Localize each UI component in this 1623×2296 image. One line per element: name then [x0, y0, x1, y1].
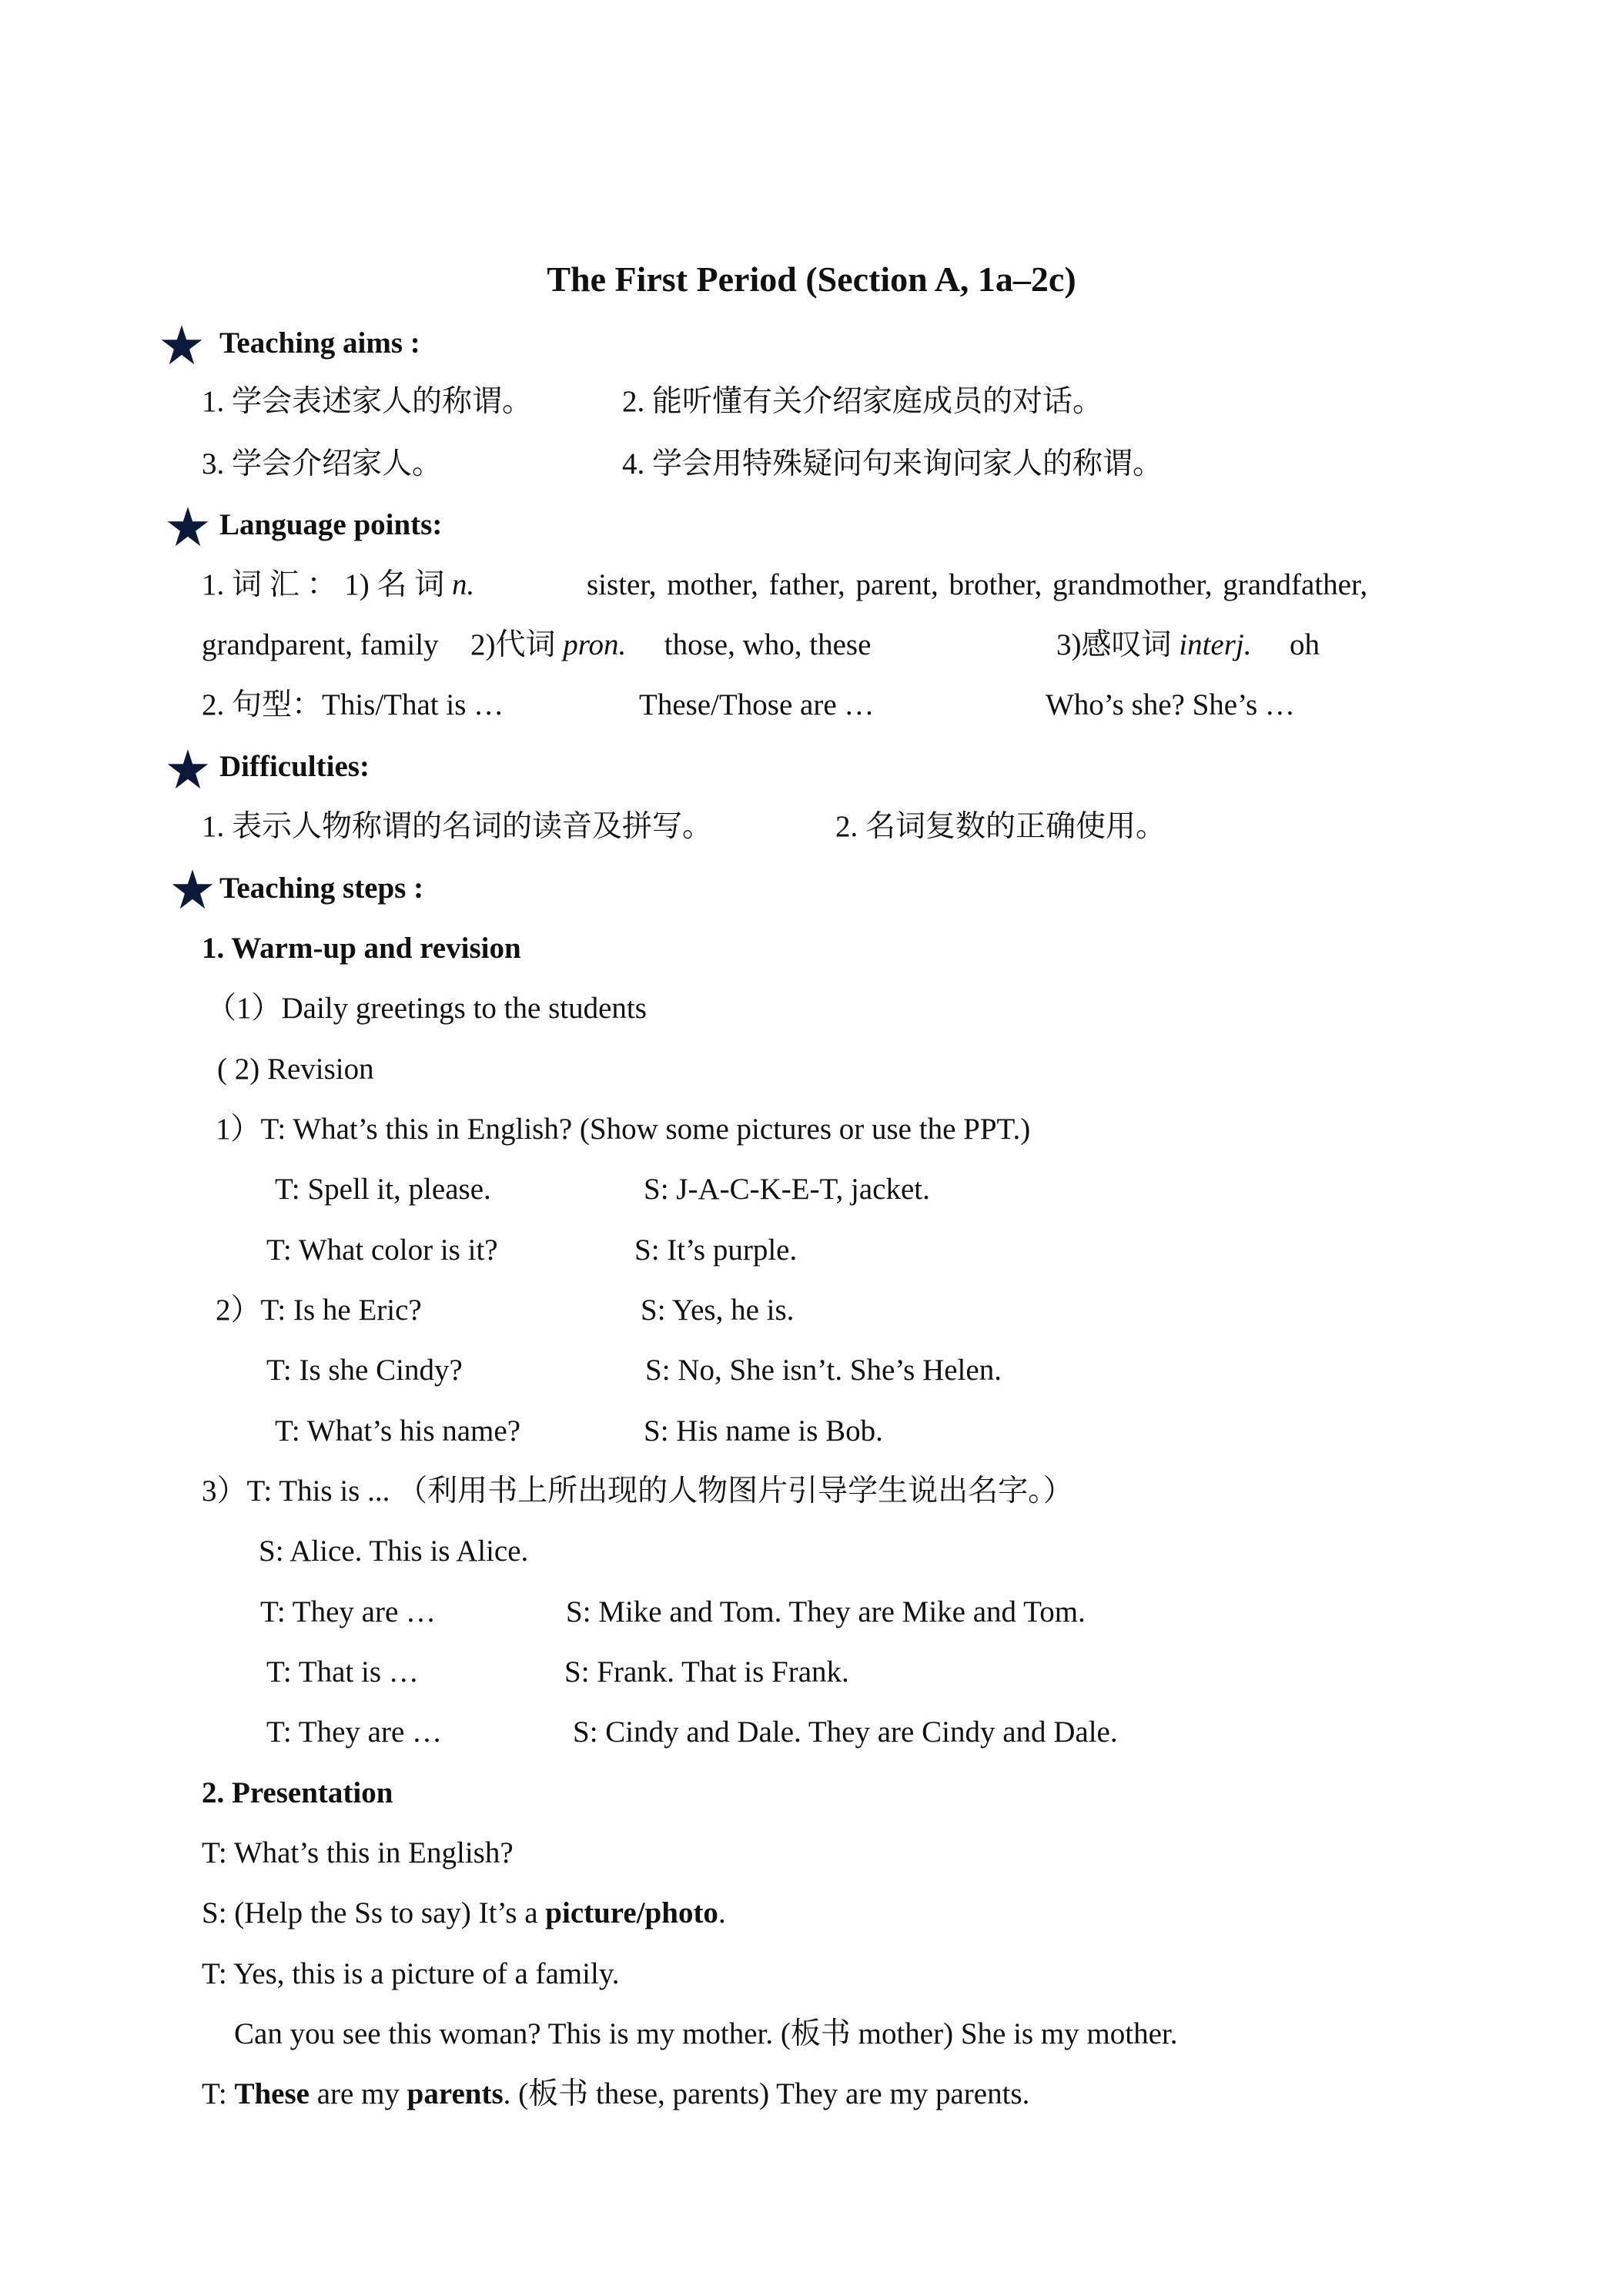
presentation-line [202, 1898, 726, 1928]
dialog-student: S: His name is Bob. [644, 1414, 883, 1448]
vocab-line [202, 570, 474, 600]
dialog-student: S: Cindy and Dale. They are Cindy and Dale. [573, 1715, 1118, 1749]
difficulty-item: 2. 名词复数的正确使用。 [835, 810, 1166, 843]
star-icon [166, 748, 209, 791]
dialog-teacher: T: What’s his name? [275, 1414, 521, 1448]
difficulty-item: 1. 表示人物称谓的名词的读音及拼写。 [202, 810, 713, 843]
aim-item: 4. 学会用特殊疑问句来询问家人的称谓。 [622, 447, 1163, 480]
keyword: parents [407, 2077, 504, 2110]
dialog-student: S: It’s purple. [634, 1233, 798, 1267]
presentation-line: T: Yes, this is a picture of a family. [202, 1957, 620, 1990]
vocab-label: 1. 词 汇 ： 1) 名 词 [202, 568, 452, 601]
interj-line [1056, 630, 1320, 660]
presentation-line: Can you see this woman? This is my mother. (板书 mother) She is my mother. [234, 2017, 1178, 2050]
interj-abbr: interj. [1179, 628, 1252, 661]
teaching-aims-heading: Teaching aims : [219, 326, 420, 360]
page-title: The First Period (Section A, 1a–2c) [547, 259, 1076, 299]
pron-label: 2)代词 [470, 628, 564, 661]
vocab-line-2 [202, 630, 871, 660]
text-run: T: [202, 2077, 235, 2110]
pronoun-list: those, who, these [664, 628, 872, 661]
presentation-line [202, 2079, 1029, 2109]
dialog-teacher: T: They are … [266, 1715, 443, 1749]
text-run: S: (Help the Ss to say) It’s a [202, 1896, 546, 1930]
step-line: 1）T: What’s this in English? (Show some pictures or use the PPT.) [216, 1113, 1031, 1146]
dialog-teacher: T: What color is it? [266, 1233, 498, 1267]
dialog-student: S: Frank. That is Frank. [564, 1655, 849, 1689]
step-heading: 2. Presentation [202, 1776, 393, 1809]
pattern-1: 2. 句型：This/That is … [202, 688, 504, 721]
dialog-teacher: 2）T: Is he Eric? [216, 1294, 422, 1327]
dialog-teacher: T: Is she Cindy? [266, 1354, 463, 1387]
presentation-line: T: What’s this in English? [202, 1836, 514, 1869]
dialog-student: S: No, She isn’t. She’s Helen. [645, 1354, 1002, 1387]
text-run: . (板书 these, parents) They are my parents. [503, 2077, 1030, 2110]
text-run: . [718, 1896, 726, 1930]
step-line: ( 2) Revision [217, 1053, 374, 1086]
noun-abbr: n. [452, 568, 475, 601]
dialog-teacher: T: That is … [266, 1655, 419, 1689]
dialog-teacher: T: They are … [260, 1595, 437, 1628]
difficulties-heading: Difficulties: [219, 750, 370, 783]
star-icon [171, 868, 214, 911]
dialog-student: S: Mike and Tom. They are Mike and Tom. [566, 1595, 1086, 1628]
keyword: picture/photo [545, 1896, 718, 1930]
step-heading: 1. Warm-up and revision [202, 932, 521, 965]
keyword: These [234, 2077, 310, 2110]
star-icon [160, 323, 203, 366]
dialog-student: S: J-A-C-K-E-T, jacket. [644, 1173, 930, 1206]
step-line: （1）Daily greetings to the students [206, 992, 647, 1025]
dialog-student: S: Alice. This is Alice. [259, 1535, 529, 1568]
text-run: are my [309, 2077, 407, 2110]
dialog-student: S: Yes, he is. [641, 1294, 795, 1327]
language-points-heading: Language points: [219, 508, 443, 541]
dialog-teacher: T: Spell it, please. [275, 1173, 491, 1206]
aim-item: 2. 能听懂有关介绍家庭成员的对话。 [622, 385, 1103, 418]
pattern-3: Who’s she? She’s … [1046, 688, 1295, 721]
pattern-2: These/Those are … [639, 688, 875, 721]
aim-item: 1. 学会表述家人的称谓。 [202, 385, 533, 418]
star-icon [166, 505, 209, 548]
interj-label: 3)感叹词 [1056, 628, 1180, 661]
interj-word: oh [1290, 628, 1320, 661]
teaching-steps-heading: Teaching steps : [219, 872, 424, 905]
aim-item: 3. 学会介绍家人。 [202, 447, 443, 480]
pron-abbr: pron. [563, 628, 627, 661]
noun-list: sister, mother, father, parent, brother, grandmother, grandfather, [587, 568, 1368, 601]
dialog-teacher: 3）T: This is ... （利用书上所出现的人物图片引导学生说出名字。） [202, 1474, 1073, 1508]
noun-list-cont: grandparent, family [202, 628, 439, 661]
